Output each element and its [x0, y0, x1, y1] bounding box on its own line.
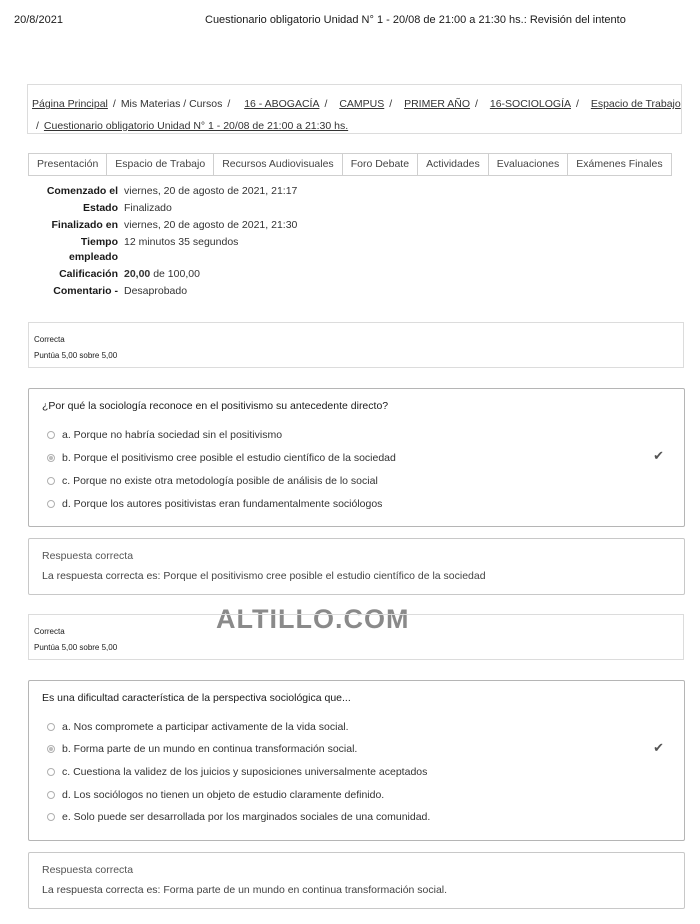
breadcrumb-primer-anio[interactable]: PRIMER AÑO [404, 98, 471, 110]
question-card [28, 388, 685, 527]
tab-foro[interactable]: Foro Debate [342, 153, 417, 176]
print-date: 20/8/2021 [14, 14, 63, 26]
question-score: Puntúa 5,00 sobre 5,00 [34, 643, 118, 652]
time-label: Tiempo empleado [68, 236, 118, 263]
started-label: Comenzado el [46, 185, 118, 197]
feedback-box [28, 852, 685, 909]
breadcrumb: Página Principal / Mis Materias / Cursos / 16 - ABOGACÍA / CAMPUS / PRIMER AÑO / 16-SOCIOLOGÍA / Espacio de Trabajo / Cuestionario obligatorio Unidad N° 1 - 20/08 de 21:00 a 21:30 hs. [27, 84, 682, 134]
tab-recursos[interactable]: Recursos Audiovisuales [213, 153, 341, 176]
print-title: Cuestionario obligatorio Unidad N° 1 - 20/08 de 21:00 a 21:30 hs.: Revisión del intento [205, 14, 626, 26]
checkmark-icon: ✔ [653, 448, 664, 463]
question-score: Puntúa 5,00 sobre 5,00 [34, 351, 118, 360]
breadcrumb-campus[interactable]: CAMPUS [339, 98, 385, 110]
feedback-title: Respuesta correcta [42, 864, 134, 876]
finished-value: viernes, 20 de agosto de 2021, 21:30 [124, 219, 298, 231]
radio-button-selected[interactable] [47, 745, 55, 753]
time-value: 12 minutos 35 segundos [124, 236, 239, 248]
question-info [28, 322, 684, 368]
breadcrumb-home[interactable]: Página Principal [32, 98, 108, 110]
tab-presentacion[interactable]: Presentación [28, 153, 106, 176]
feedback-box [28, 538, 685, 595]
answer-option[interactable]: a. Nos compromete a participar activamente de la vida social. [47, 721, 349, 733]
finished-label: Finalizado en [51, 219, 118, 231]
breadcrumb-workspace[interactable]: Espacio de Trabajo [590, 98, 681, 110]
radio-button[interactable] [47, 500, 55, 508]
answer-option[interactable]: d. Los sociólogos no tienen un objeto de estudio claramente definido. [47, 789, 384, 801]
comment-label: Comentario - [53, 285, 118, 297]
answer-option[interactable]: c. Porque no existe otra metodología posible de análisis de lo social [47, 475, 378, 487]
radio-button[interactable] [47, 723, 55, 731]
radio-button[interactable] [47, 813, 55, 821]
grade-value: 20,00 de 100,00 [124, 268, 200, 280]
breadcrumb-abogacia[interactable]: 16 - ABOGACÍA [244, 98, 320, 110]
radio-button[interactable] [47, 477, 55, 485]
question-card [28, 680, 685, 841]
question-text: ¿Por qué la sociología reconoce en el positivismo su antecedente directo? [42, 400, 389, 412]
question-text: Es una dificultad característica de la perspectiva sociológica que... [42, 692, 351, 704]
answer-option[interactable]: b. Porque el positivismo cree posible el estudio científico de la sociedad [47, 452, 396, 464]
breadcrumb-my-courses: Mis Materias / Cursos [120, 98, 223, 110]
checkmark-icon: ✔ [653, 740, 664, 755]
answer-option[interactable]: e. Solo puede ser desarrollada por los marginados sociales de una comunidad. [47, 811, 430, 823]
radio-button-selected[interactable] [47, 454, 55, 462]
tab-espacio-trabajo[interactable]: Espacio de Trabajo [106, 153, 213, 176]
tab-actividades[interactable]: Actividades [417, 153, 488, 176]
tab-examenes[interactable]: Exámenes Finales [567, 153, 671, 176]
answer-option[interactable]: d. Porque los autores positivistas eran fundamentalmente sociólogos [47, 498, 382, 510]
radio-button[interactable] [47, 768, 55, 776]
question-status: Correcta [34, 627, 65, 636]
answer-option[interactable]: c. Cuestiona la validez de los juicios y suposiciones universalmente aceptados [47, 766, 427, 778]
answer-option[interactable]: a. Porque no habría sociedad sin el positivismo [47, 429, 282, 441]
breadcrumb-quiz[interactable]: Cuestionario obligatorio Unidad N° 1 - 20/08 de 21:00 a 21:30 hs. [43, 120, 349, 132]
question-status: Correcta [34, 335, 65, 344]
radio-button[interactable] [47, 431, 55, 439]
state-value: Finalizado [124, 202, 172, 214]
feedback-title: Respuesta correcta [42, 550, 134, 562]
breadcrumb-sociologia[interactable]: 16-SOCIOLOGÍA [489, 98, 571, 110]
started-value: viernes, 20 de agosto de 2021, 21:17 [124, 185, 298, 197]
course-tabs [28, 153, 672, 176]
feedback-text: La respuesta correcta es: Forma parte de un mundo en continua transformación social. [42, 884, 448, 896]
watermark: ALTILLO.COM [216, 604, 410, 634]
attempt-summary [28, 183, 297, 300]
grade-label: Calificación [59, 268, 118, 280]
answer-option[interactable]: b. Forma parte de un mundo en continua transformación social. [47, 743, 357, 755]
comment-value: Desaprobado [124, 285, 188, 297]
state-label: Estado [82, 202, 118, 214]
question-info [28, 614, 684, 660]
tab-evaluaciones[interactable]: Evaluaciones [488, 153, 567, 176]
feedback-text: La respuesta correcta es: Porque el positivismo cree posible el estudio científico de la sociedad [42, 570, 486, 582]
radio-button[interactable] [47, 791, 55, 799]
